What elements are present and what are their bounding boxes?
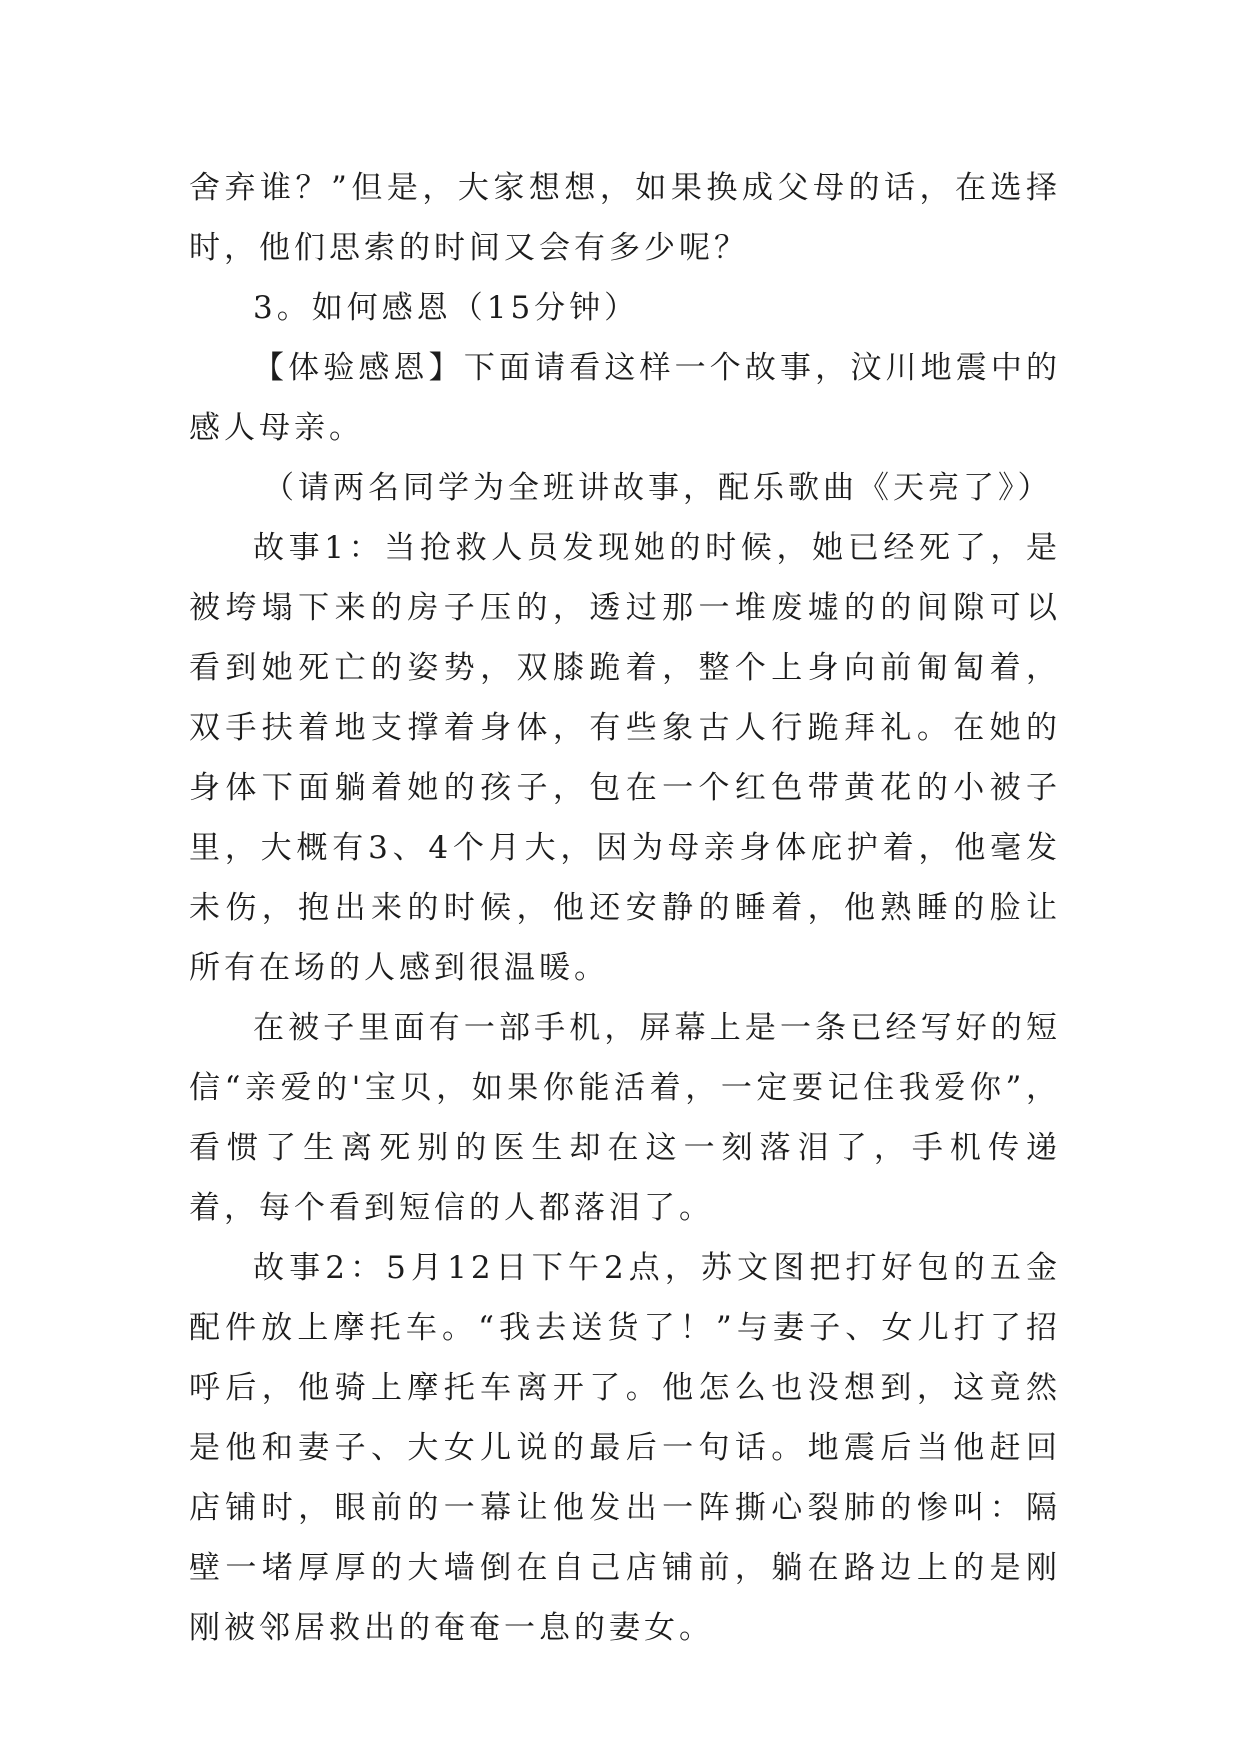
paragraph-story-2: 故事2：5月12日下午2点，苏文图把打好包的五金配件放上摩托车。“我去送货了！”与妻子、女儿打了招呼后，他骑上摩托车离开了。他怎么也没想到，这竟然是他和妻子、大女儿说的最后一句话。地震后当他赶回店铺时，眼前的一幕让他发出一阵撕心裂肺的惨叫：隔壁一堵厚厚的大墙倒在自己店铺前，躺在路边上的是刚刚被邻居救出的奄奄一息的妻女。 [189,1250,1061,1646]
paragraph-continuation: 舍弃谁？”但是，大家想想，如果换成父母的话，在选择时，他们思索的时间又会有多少呢？ [189,170,1061,266]
document-body [189,158,1061,1658]
paragraph-experience-gratitude: 【体验感恩】下面请看这样一个故事，汶川地震中的感人母亲。 [189,350,1061,446]
paragraph-story-1-message: 在被子里面有一部手机，屏幕上是一条已经写好的短信“亲爱的'宝贝，如果你能活着，一定要记住我爱你”，看惯了生离死别的医生却在这一刻落泪了，手机传递着，每个看到短信的人都落泪了。 [189,1010,1061,1226]
paragraph-story-1: 故事1：当抢救人员发现她的时候，她已经死了，是被垮塌下来的房子压的，透过那一堆废墟的的间隙可以看到她死亡的姿势，双膝跪着，整个上身向前匍匐着，双手扶着地支撑着身体，有些象古人行跪拜礼。在她的身体下面躺着她的孩子，包在一个红色带黄花的小被子里，大概有3、4个月大，因为母亲身体庇护着，他毫发未伤，抱出来的时候，他还安静的睡着，他熟睡的脸让所有在场的人感到很温暖。 [189,530,1061,986]
section-heading-how-to-be-grateful: 3。如何感恩（15分钟） [253,290,640,326]
paragraph-stage-direction: （请两名同学为全班讲故事，配乐歌曲《天亮了》） [263,470,1053,506]
